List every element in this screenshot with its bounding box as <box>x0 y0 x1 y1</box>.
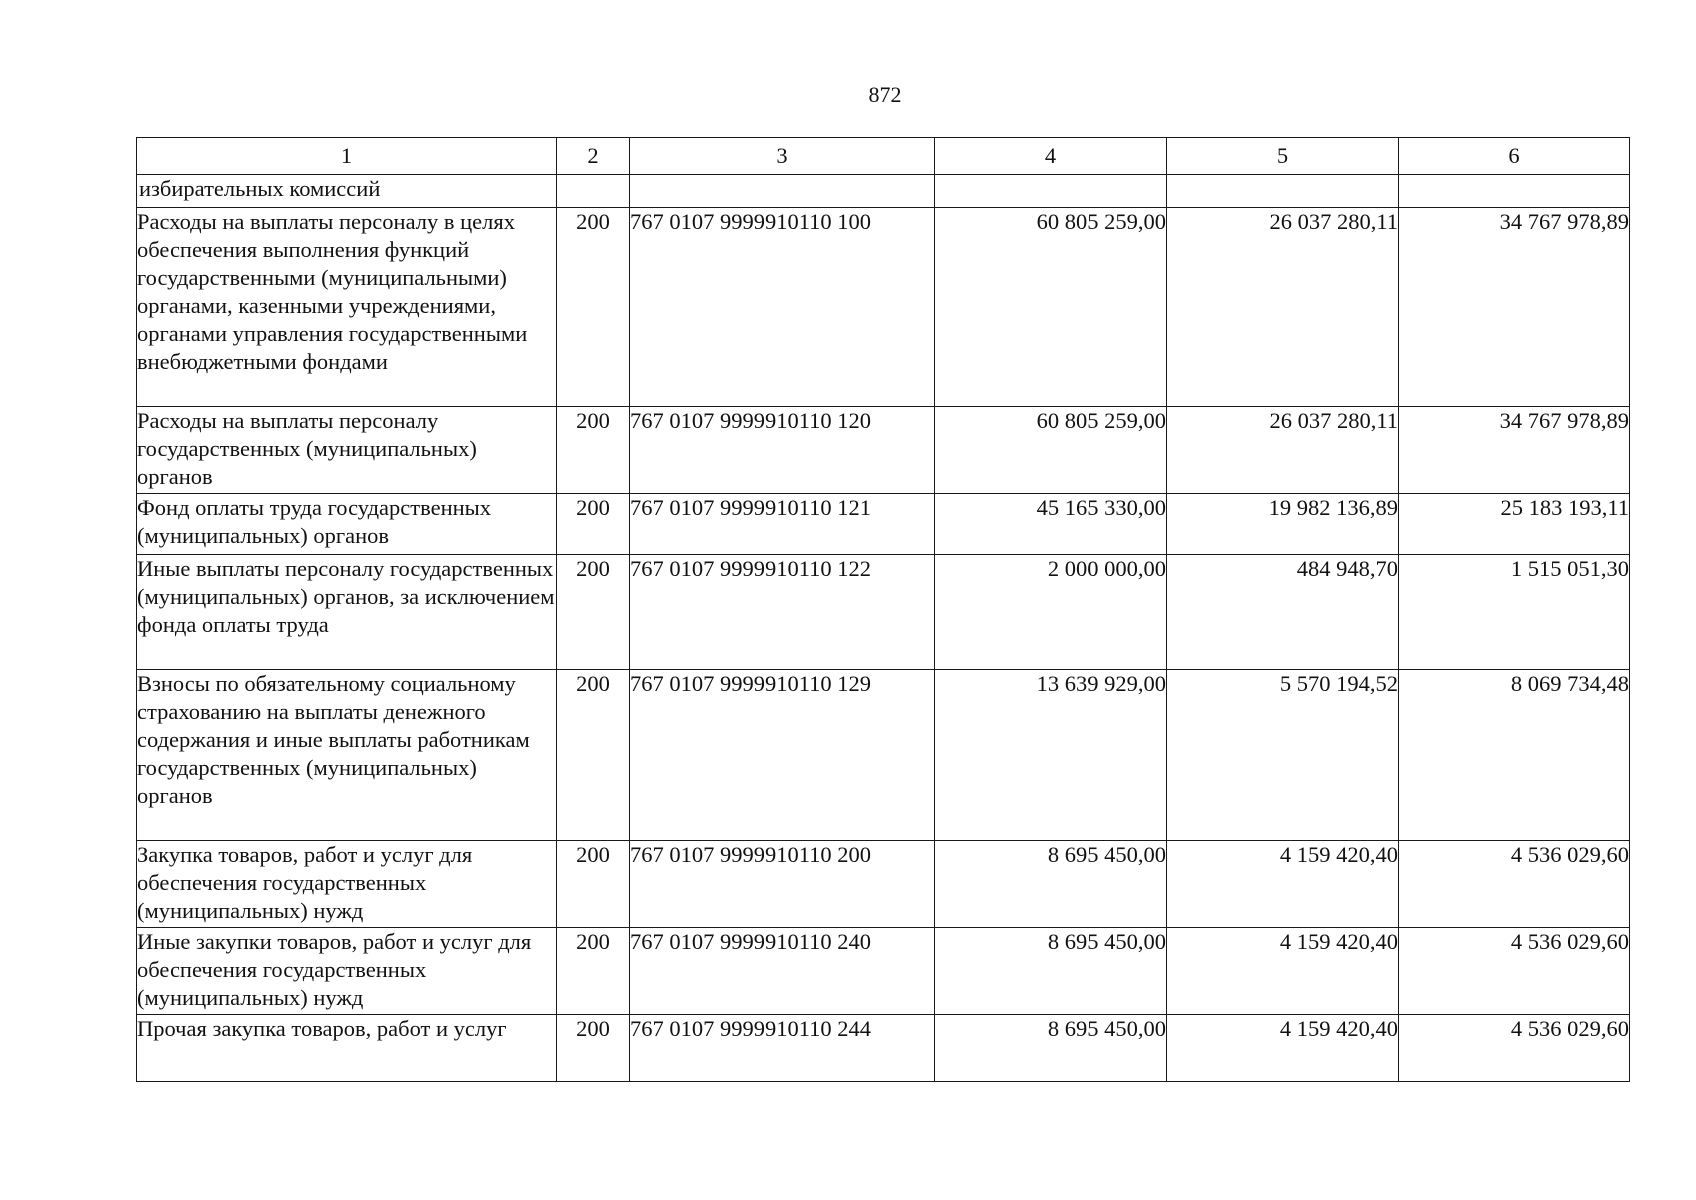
row-name: Иные закупки товаров, работ и услуг для обеспечения государственных (муниципальных) нужд <box>137 928 557 1015</box>
row-unexecuted: 34 767 978,89 <box>1399 407 1630 494</box>
table-row <box>137 670 1630 841</box>
table-row <box>137 407 1630 494</box>
row-approved: 60 805 259,00 <box>935 407 1167 494</box>
row-approved: 2 000 000,00 <box>935 555 1167 670</box>
row-kbk: 767 0107 9999910110 129 <box>630 670 935 841</box>
row-kbk: 767 0107 9999910110 240 <box>630 928 935 1015</box>
row-executed <box>1167 175 1399 208</box>
table-row <box>137 555 1630 670</box>
row-code: 200 <box>557 841 630 928</box>
row-kbk: 767 0107 9999910110 100 <box>630 208 935 407</box>
row-code: 200 <box>557 555 630 670</box>
row-unexecuted: 8 069 734,48 <box>1399 670 1630 841</box>
row-name: Расходы на выплаты персоналу государственных (муниципальных) органов <box>137 407 557 494</box>
row-executed: 484 948,70 <box>1167 555 1399 670</box>
row-unexecuted: 1 515 051,30 <box>1399 555 1630 670</box>
row-executed: 19 982 136,89 <box>1167 494 1399 555</box>
row-name: избирательных комиссий <box>137 175 557 208</box>
row-approved: 13 639 929,00 <box>935 670 1167 841</box>
row-code: 200 <box>557 407 630 494</box>
row-kbk <box>630 175 935 208</box>
row-kbk: 767 0107 9999910110 120 <box>630 407 935 494</box>
row-name: Расходы на выплаты персоналу в целях обеспечения выполнения функций государственными (муниципальными) органами, казенными учреждениями, органами управления государственными внебюджетными фондами <box>137 208 557 407</box>
table-row <box>137 841 1630 928</box>
table-row <box>137 494 1630 555</box>
column-header-2: 2 <box>557 138 630 175</box>
row-approved: 60 805 259,00 <box>935 208 1167 407</box>
row-code: 200 <box>557 494 630 555</box>
row-kbk: 767 0107 9999910110 244 <box>630 1015 935 1082</box>
row-approved: 8 695 450,00 <box>935 928 1167 1015</box>
page-number: 872 <box>868 82 902 107</box>
header-row <box>137 138 1630 175</box>
row-executed: 4 159 420,40 <box>1167 1015 1399 1082</box>
row-name: Прочая закупка товаров, работ и услуг <box>137 1015 557 1082</box>
row-executed: 4 159 420,40 <box>1167 928 1399 1015</box>
row-unexecuted: 4 536 029,60 <box>1399 1015 1630 1082</box>
row-code: 200 <box>557 1015 630 1082</box>
table-row <box>137 928 1630 1015</box>
row-name: Взносы по обязательному социальному страхованию на выплаты денежного содержания и иные выплаты работникам государственных (муниципальных) органов <box>137 670 557 841</box>
row-approved <box>935 175 1167 208</box>
row-code: 200 <box>557 208 630 407</box>
row-kbk: 767 0107 9999910110 200 <box>630 841 935 928</box>
row-executed: 4 159 420,40 <box>1167 841 1399 928</box>
row-code <box>557 175 630 208</box>
table-row-continuation <box>137 175 1630 208</box>
column-header-1: 1 <box>137 138 557 175</box>
row-unexecuted: 4 536 029,60 <box>1399 928 1630 1015</box>
row-name: Закупка товаров, работ и услуг для обеспечения государственных (муниципальных) нужд <box>137 841 557 928</box>
row-executed: 5 570 194,52 <box>1167 670 1399 841</box>
row-approved: 8 695 450,00 <box>935 1015 1167 1082</box>
row-approved: 45 165 330,00 <box>935 494 1167 555</box>
row-unexecuted: 4 536 029,60 <box>1399 841 1630 928</box>
table-row <box>137 1015 1630 1082</box>
column-header-3: 3 <box>630 138 935 175</box>
column-header-5: 5 <box>1167 138 1399 175</box>
row-kbk: 767 0107 9999910110 122 <box>630 555 935 670</box>
row-name: Иные выплаты персоналу государственных (муниципальных) органов, за исключением фонда оплаты труда <box>137 555 557 670</box>
row-executed: 26 037 280,11 <box>1167 407 1399 494</box>
budget-table <box>136 137 1630 1082</box>
row-approved: 8 695 450,00 <box>935 841 1167 928</box>
row-unexecuted: 34 767 978,89 <box>1399 208 1630 407</box>
row-code: 200 <box>557 928 630 1015</box>
row-unexecuted <box>1399 175 1630 208</box>
column-header-4: 4 <box>935 138 1167 175</box>
row-unexecuted: 25 183 193,11 <box>1399 494 1630 555</box>
column-header-6: 6 <box>1399 138 1630 175</box>
table-row <box>137 208 1630 407</box>
row-code: 200 <box>557 670 630 841</box>
row-executed: 26 037 280,11 <box>1167 208 1399 407</box>
row-name: Фонд оплаты труда государственных (муниципальных) органов <box>137 494 557 555</box>
row-kbk: 767 0107 9999910110 121 <box>630 494 935 555</box>
